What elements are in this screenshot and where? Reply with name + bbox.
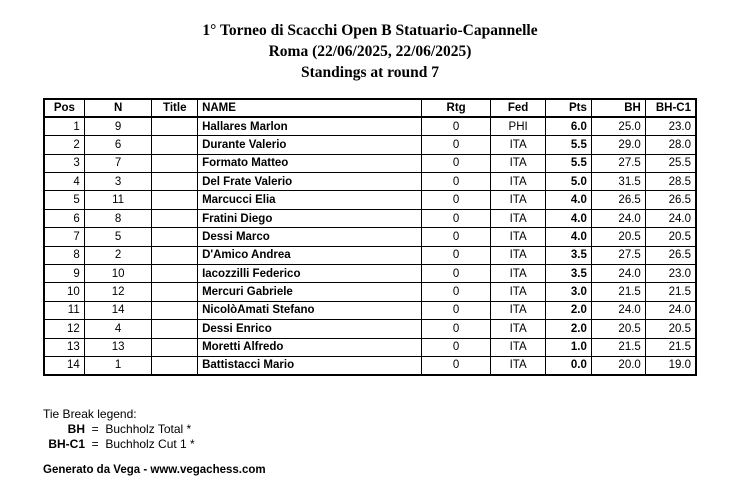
cell-pos: 11 <box>44 301 84 319</box>
cell-fed: ITA <box>490 191 545 209</box>
table-row <box>44 191 696 209</box>
cell-title <box>152 154 198 172</box>
cell-bh-c1: 20.5 <box>645 228 696 246</box>
cell-rtg: 0 <box>422 117 491 135</box>
cell-bh: 27.5 <box>591 154 645 172</box>
cell-rtg: 0 <box>422 338 491 356</box>
cell-bh-c1: 28.0 <box>645 136 696 154</box>
cell-pos: 6 <box>44 209 84 227</box>
table-row <box>44 246 696 264</box>
cell-rtg: 0 <box>422 228 491 246</box>
tournament-venue-dates: Roma (22/06/2025, 22/06/2025) <box>268 43 472 60</box>
cell-pts: 3.5 <box>546 246 592 264</box>
cell-rtg: 0 <box>422 209 491 227</box>
cell-name: Dessi Marco <box>198 228 422 246</box>
column-header-bh: BH <box>591 99 645 117</box>
cell-fed: ITA <box>490 209 545 227</box>
cell-pos: 1 <box>44 117 84 135</box>
cell-pts: 5.5 <box>546 136 592 154</box>
cell-name: Mercuri Gabriele <box>198 283 422 301</box>
cell-name: Marcucci Elia <box>198 191 422 209</box>
cell-title <box>152 338 198 356</box>
legend-separator: = <box>85 422 106 436</box>
legend-description: Buchholz Total * <box>105 422 192 436</box>
cell-rtg: 0 <box>422 320 491 338</box>
cell-n: 10 <box>84 265 152 283</box>
cell-pts: 5.0 <box>546 173 592 191</box>
cell-fed: ITA <box>490 173 545 191</box>
standings-table <box>43 98 697 376</box>
table-row <box>44 338 696 356</box>
cell-rtg: 0 <box>422 136 491 154</box>
cell-bh-c1: 24.0 <box>645 301 696 319</box>
cell-rtg: 0 <box>422 265 491 283</box>
tie-break-legend <box>43 407 195 452</box>
cell-n: 9 <box>84 117 152 135</box>
cell-bh: 29.0 <box>591 136 645 154</box>
cell-pos: 2 <box>44 136 84 154</box>
legend-separator: = <box>85 437 106 451</box>
table-row <box>44 117 696 135</box>
cell-bh-c1: 26.5 <box>645 191 696 209</box>
cell-title <box>152 117 198 135</box>
cell-bh: 20.5 <box>591 320 645 338</box>
cell-n: 12 <box>84 283 152 301</box>
cell-pts: 0.0 <box>546 356 592 374</box>
cell-bh-c1: 21.5 <box>645 283 696 301</box>
cell-name: Del Frate Valerio <box>198 173 422 191</box>
cell-n: 2 <box>84 246 152 264</box>
cell-name: Durante Valerio <box>198 136 422 154</box>
cell-n: 14 <box>84 301 152 319</box>
cell-bh: 31.5 <box>591 173 645 191</box>
cell-title <box>152 320 198 338</box>
table-row <box>44 136 696 154</box>
table-row <box>44 356 696 374</box>
cell-n: 4 <box>84 320 152 338</box>
cell-fed: ITA <box>490 301 545 319</box>
cell-title <box>152 228 198 246</box>
legend-item <box>43 422 195 437</box>
cell-bh: 20.0 <box>591 356 645 374</box>
cell-title <box>152 356 198 374</box>
cell-pos: 13 <box>44 338 84 356</box>
cell-name: NicolòAmati Stefano <box>198 301 422 319</box>
cell-pos: 14 <box>44 356 84 374</box>
standings-subtitle: Standings at round 7 <box>301 64 439 81</box>
column-header-name: NAME <box>198 99 422 117</box>
cell-name: Battistacci Mario <box>198 356 422 374</box>
cell-bh: 24.0 <box>591 301 645 319</box>
cell-bh: 21.5 <box>591 283 645 301</box>
cell-bh-c1: 28.5 <box>645 173 696 191</box>
cell-fed: ITA <box>490 265 545 283</box>
cell-pts: 2.0 <box>546 320 592 338</box>
table-row <box>44 301 696 319</box>
generator-footer: Generato da Vega - www.vegachess.com <box>43 464 266 476</box>
cell-bh: 20.5 <box>591 228 645 246</box>
cell-bh-c1: 24.0 <box>645 209 696 227</box>
table-row <box>44 154 696 172</box>
cell-n: 13 <box>84 338 152 356</box>
cell-n: 8 <box>84 209 152 227</box>
cell-rtg: 0 <box>422 154 491 172</box>
cell-title <box>152 246 198 264</box>
cell-pos: 3 <box>44 154 84 172</box>
cell-pos: 10 <box>44 283 84 301</box>
cell-name: D'Amico Andrea <box>198 246 422 264</box>
cell-fed: PHI <box>490 117 545 135</box>
report-header <box>0 20 740 83</box>
cell-rtg: 0 <box>422 301 491 319</box>
table-row <box>44 173 696 191</box>
cell-title <box>152 191 198 209</box>
legend-heading: Tie Break legend: <box>43 407 137 421</box>
cell-pos: 12 <box>44 320 84 338</box>
cell-pts: 3.5 <box>546 265 592 283</box>
standings-body <box>44 117 696 374</box>
table-row <box>44 283 696 301</box>
table-row <box>44 265 696 283</box>
cell-bh: 21.5 <box>591 338 645 356</box>
column-header-title: Title <box>152 99 198 117</box>
cell-pts: 4.0 <box>546 191 592 209</box>
cell-title <box>152 301 198 319</box>
column-header-n: N <box>84 99 152 117</box>
cell-pts: 4.0 <box>546 228 592 246</box>
cell-pts: 2.0 <box>546 301 592 319</box>
cell-title <box>152 173 198 191</box>
cell-n: 7 <box>84 154 152 172</box>
cell-fed: ITA <box>490 320 545 338</box>
cell-title <box>152 136 198 154</box>
table-row <box>44 320 696 338</box>
cell-name: Formato Matteo <box>198 154 422 172</box>
cell-fed: ITA <box>490 283 545 301</box>
cell-name: Hallares Marlon <box>198 117 422 135</box>
cell-name: Iacozzilli Federico <box>198 265 422 283</box>
legend-key: BH <box>67 422 85 436</box>
cell-pos: 8 <box>44 246 84 264</box>
cell-n: 5 <box>84 228 152 246</box>
cell-fed: ITA <box>490 136 545 154</box>
legend-description: Buchholz Cut 1 * <box>105 437 195 451</box>
cell-n: 1 <box>84 356 152 374</box>
cell-fed: ITA <box>490 228 545 246</box>
column-header-bh-c1: BH-C1 <box>645 99 696 117</box>
cell-bh: 25.0 <box>591 117 645 135</box>
cell-rtg: 0 <box>422 246 491 264</box>
cell-pts: 6.0 <box>546 117 592 135</box>
table-header-row <box>44 99 696 117</box>
cell-fed: ITA <box>490 246 545 264</box>
table-row <box>44 228 696 246</box>
tournament-title: 1° Torneo di Scacchi Open B Statuario-Capannelle <box>202 22 538 39</box>
cell-pos: 7 <box>44 228 84 246</box>
cell-rtg: 0 <box>422 173 491 191</box>
cell-bh: 26.5 <box>591 191 645 209</box>
cell-rtg: 0 <box>422 283 491 301</box>
cell-bh: 24.0 <box>591 209 645 227</box>
cell-title <box>152 283 198 301</box>
cell-bh-c1: 25.5 <box>645 154 696 172</box>
cell-pos: 9 <box>44 265 84 283</box>
cell-title <box>152 265 198 283</box>
cell-bh-c1: 23.0 <box>645 265 696 283</box>
column-header-rtg: Rtg <box>422 99 491 117</box>
cell-title <box>152 209 198 227</box>
cell-bh-c1: 19.0 <box>645 356 696 374</box>
cell-rtg: 0 <box>422 356 491 374</box>
legend-item <box>43 437 195 452</box>
cell-pts: 1.0 <box>546 338 592 356</box>
cell-fed: ITA <box>490 356 545 374</box>
cell-pts: 4.0 <box>546 209 592 227</box>
cell-n: 3 <box>84 173 152 191</box>
cell-fed: ITA <box>490 338 545 356</box>
cell-n: 6 <box>84 136 152 154</box>
cell-pts: 5.5 <box>546 154 592 172</box>
cell-pos: 5 <box>44 191 84 209</box>
table-row <box>44 209 696 227</box>
cell-n: 11 <box>84 191 152 209</box>
legend-key: BH-C1 <box>48 437 85 451</box>
cell-name: Dessi Enrico <box>198 320 422 338</box>
cell-bh-c1: 20.5 <box>645 320 696 338</box>
cell-name: Fratini Diego <box>198 209 422 227</box>
cell-pos: 4 <box>44 173 84 191</box>
cell-bh: 24.0 <box>591 265 645 283</box>
cell-rtg: 0 <box>422 191 491 209</box>
cell-bh-c1: 23.0 <box>645 117 696 135</box>
column-header-pts: Pts <box>546 99 592 117</box>
cell-bh: 27.5 <box>591 246 645 264</box>
cell-pts: 3.0 <box>546 283 592 301</box>
column-header-pos: Pos <box>44 99 84 117</box>
cell-bh-c1: 26.5 <box>645 246 696 264</box>
cell-fed: ITA <box>490 154 545 172</box>
cell-bh-c1: 21.5 <box>645 338 696 356</box>
column-header-fed: Fed <box>490 99 545 117</box>
cell-name: Moretti Alfredo <box>198 338 422 356</box>
